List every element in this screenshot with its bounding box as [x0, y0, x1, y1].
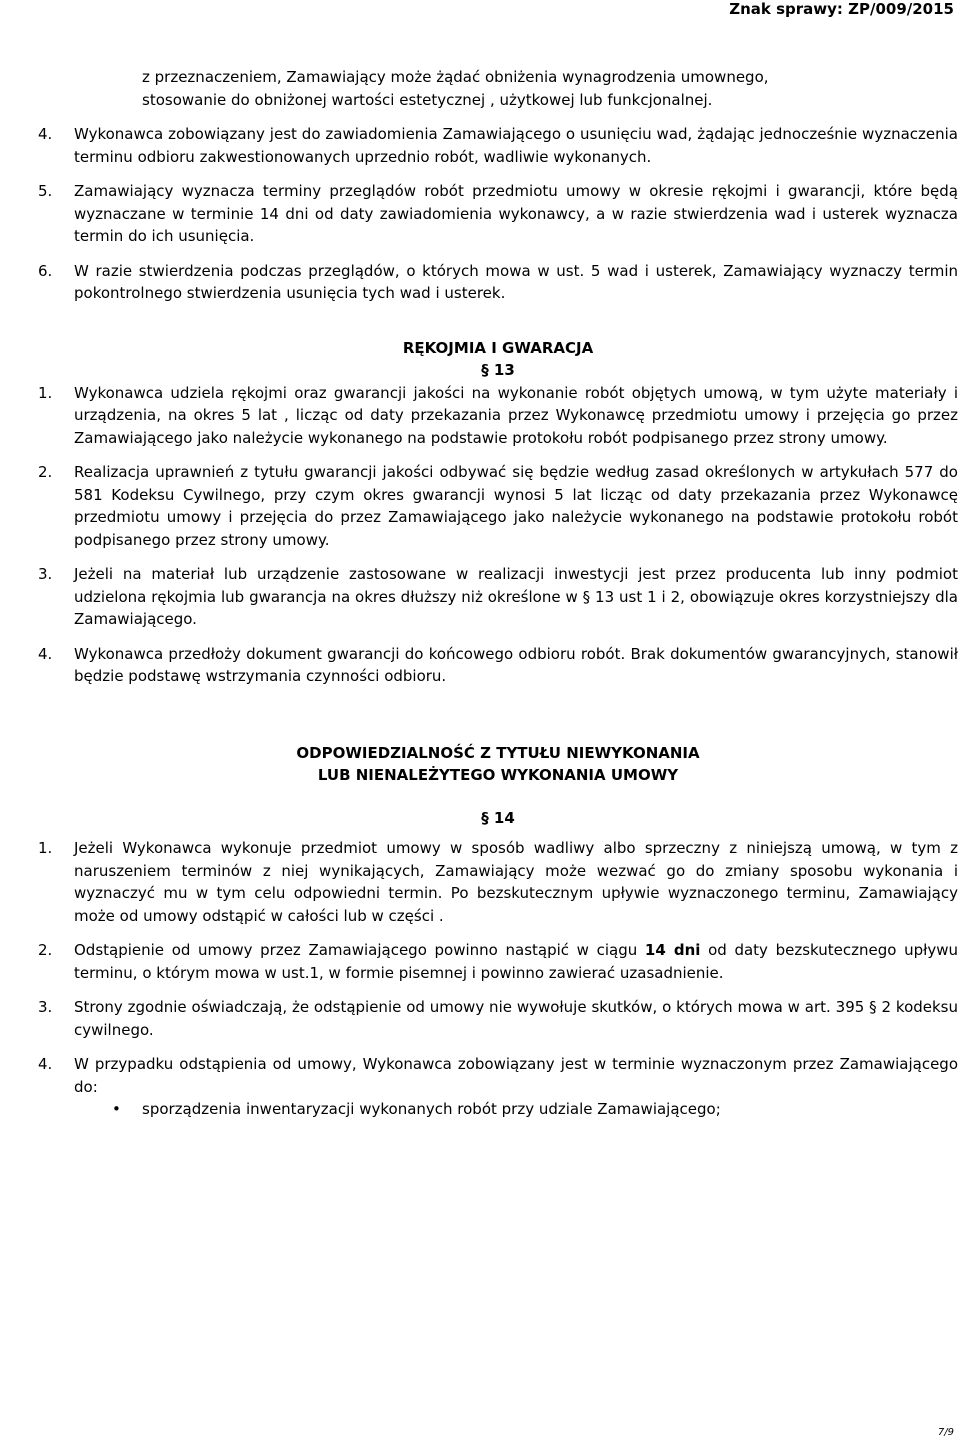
- item-text: Wykonawca udziela rękojmi oraz gwarancji jakości na wykonanie robót objętych umową, w tym użyte materiały i urządzenia, na okres 5 lat , licząc od daty przekazania przez Wykonawcę przedmiotu umowy i przejęcia go przez Zamawiającego jako należycie wykonanego na podstawie protokołu robót podpisanego przez strony umowy.: [74, 383, 958, 447]
- s14-item-4: [38, 1053, 958, 1098]
- item-text: W razie stwierdzenia podczas przeglądów, o których mowa w ust. 5 wad i usterek, Zamawiający wyznaczy termin pokontrolnego stwierdzenia usunięcia tych wad i usterek.: [74, 261, 958, 302]
- item-number: 4.: [38, 644, 53, 663]
- item-text: Realizacja uprawnień z tytułu gwarancji jakości odbywać się będzie według zasad określonych w artykułach 577 do 581 Kodeksu Cywilnego, przy czym okres gwarancji wynosi 5 lat licząc od daty przekazania przez Wykonawcę przedmiotu umowy i przejęcia do przez Zamawiającego jako należycie wykonanego na podstawie protokołu robót podpisanego przez strony umowy.: [74, 463, 958, 549]
- s14-item-2: [38, 939, 958, 984]
- item-text-after: od daty bezskutecznego upływu terminu, o którym mowa w ust.1, w formie pisemnej i powinno zawierać uzasadnienie.: [74, 941, 959, 982]
- section-14-title-line-1: ODPOWIEDZIALNOŚĆ Z TYTUŁU NIEWYKONANIA: [296, 743, 700, 762]
- page-number: 7/9: [937, 1427, 954, 1438]
- item-text: [74, 939, 958, 984]
- item-number: 1.: [38, 839, 53, 857]
- item-text: Wykonawca przedłoży dokument gwarancji do końcowego odbioru robót. Brak dokumentów gwarancyjnych, stanowił będzie podstawę wstrzymania czynności odbioru.: [74, 644, 958, 685]
- s13-item-1: [38, 382, 958, 450]
- item-number: 4.: [38, 125, 53, 143]
- item-number: 2.: [38, 941, 53, 959]
- item-number: 6.: [38, 261, 53, 280]
- item-5: [38, 180, 958, 248]
- bullet-text: sporządzenia inwentaryzacji wykonanych robót przy udziale Zamawiającego;: [142, 1100, 721, 1118]
- bullet-icon: •: [112, 1100, 121, 1118]
- continuation-paragraph: [142, 66, 958, 111]
- item-number: 3.: [38, 998, 53, 1016]
- s14-item-3: [38, 996, 958, 1041]
- s13-item-3: [38, 563, 958, 631]
- item-text: Wykonawca zobowiązany jest do zawiadomienia Zamawiającego o usunięciu wad, żądając jednocześnie wyznaczenia terminu odbioru zakwestionowanych uprzednio robót, wadliwie wykonanych.: [74, 125, 958, 166]
- s14-item-1: [38, 837, 958, 927]
- item-number: 3.: [38, 565, 53, 583]
- item-number: 2.: [38, 463, 53, 481]
- section-13-sign: § 13: [481, 361, 515, 379]
- item-number: 1.: [38, 383, 53, 402]
- item-text: Zamawiający wyznacza terminy przeglądów robót przedmiotu umowy w okresie rękojmi i gwarancji, które będą wyznaczane w terminie 14 dni od daty zawiadomienia wykonawcy, a w razie stwierdzenia wad i usterek wyznacza termin do ich usunięcia.: [74, 182, 958, 245]
- item-text: Jeżeli Wykonawca wykonuje przedmiot umowy w sposób wadliwy albo sprzeczny z niniejszą umową, w tym z naruszeniem terminów z niej wynikających, Zamawiający może wezwać go do zmiany sposobu wykonania i wyznaczyć mu w tym celu odpowiedni termin. Po bezskutecznym upływie wyznaczonego terminu, Zamawiający może od umowy odstąpić w całości lub w części .: [74, 839, 958, 925]
- s13-item-2: [38, 461, 958, 551]
- s13-item-4: [38, 643, 958, 688]
- section-14-sign: § 14: [481, 808, 515, 827]
- item-number: 5.: [38, 182, 53, 200]
- section-13-title: RĘKOJMIA I GWARACJA: [402, 338, 594, 357]
- continuation-line-1: z przeznaczeniem, Zamawiający może żądać obniżenia wynagrodzenia umownego,: [142, 68, 769, 86]
- item-4: [38, 123, 958, 168]
- item-6: [38, 260, 958, 305]
- item-text: W przypadku odstąpienia od umowy, Wykonawca zobowiązany jest w terminie wyznaczonym przez Zamawiającego do:: [74, 1055, 958, 1096]
- section-14-title-line-2: LUB NIENALEŻYTEGO WYKONANIA UMOWY: [317, 766, 679, 784]
- document-body: [38, 68, 959, 1121]
- item-number: 4.: [38, 1055, 53, 1073]
- page-header: [0, 0, 960, 18]
- continuation-line-2: stosowanie do obniżonej wartości estetycznej , użytkowej lub funkcjonalnej.: [142, 90, 713, 109]
- list-item: [74, 1098, 958, 1121]
- item-text: Jeżeli na materiał lub urządzenie zastosowane w realizacji inwestycji jest przez producenta lub inny podmiot udzielona rękojmia lub gwarancja na okres dłuższy niż określone w § 13 ust 1 i 2, obowiązuje okres korzystniejszy dla Zamawiającego.: [74, 565, 958, 628]
- deadline-days: 14 dni: [644, 941, 701, 959]
- item-text: Strony zgodnie oświadczają, że odstąpienie od umowy nie wywołuje skutków, o których mowa w art. 395 § 2 kodeksu cywilnego.: [74, 998, 958, 1039]
- case-number: Znak sprawy: ZP/009/2015: [729, 0, 954, 18]
- item-text-before: Odstąpienie od umowy przez Zamawiającego powinno nastąpić w ciągu: [74, 941, 645, 959]
